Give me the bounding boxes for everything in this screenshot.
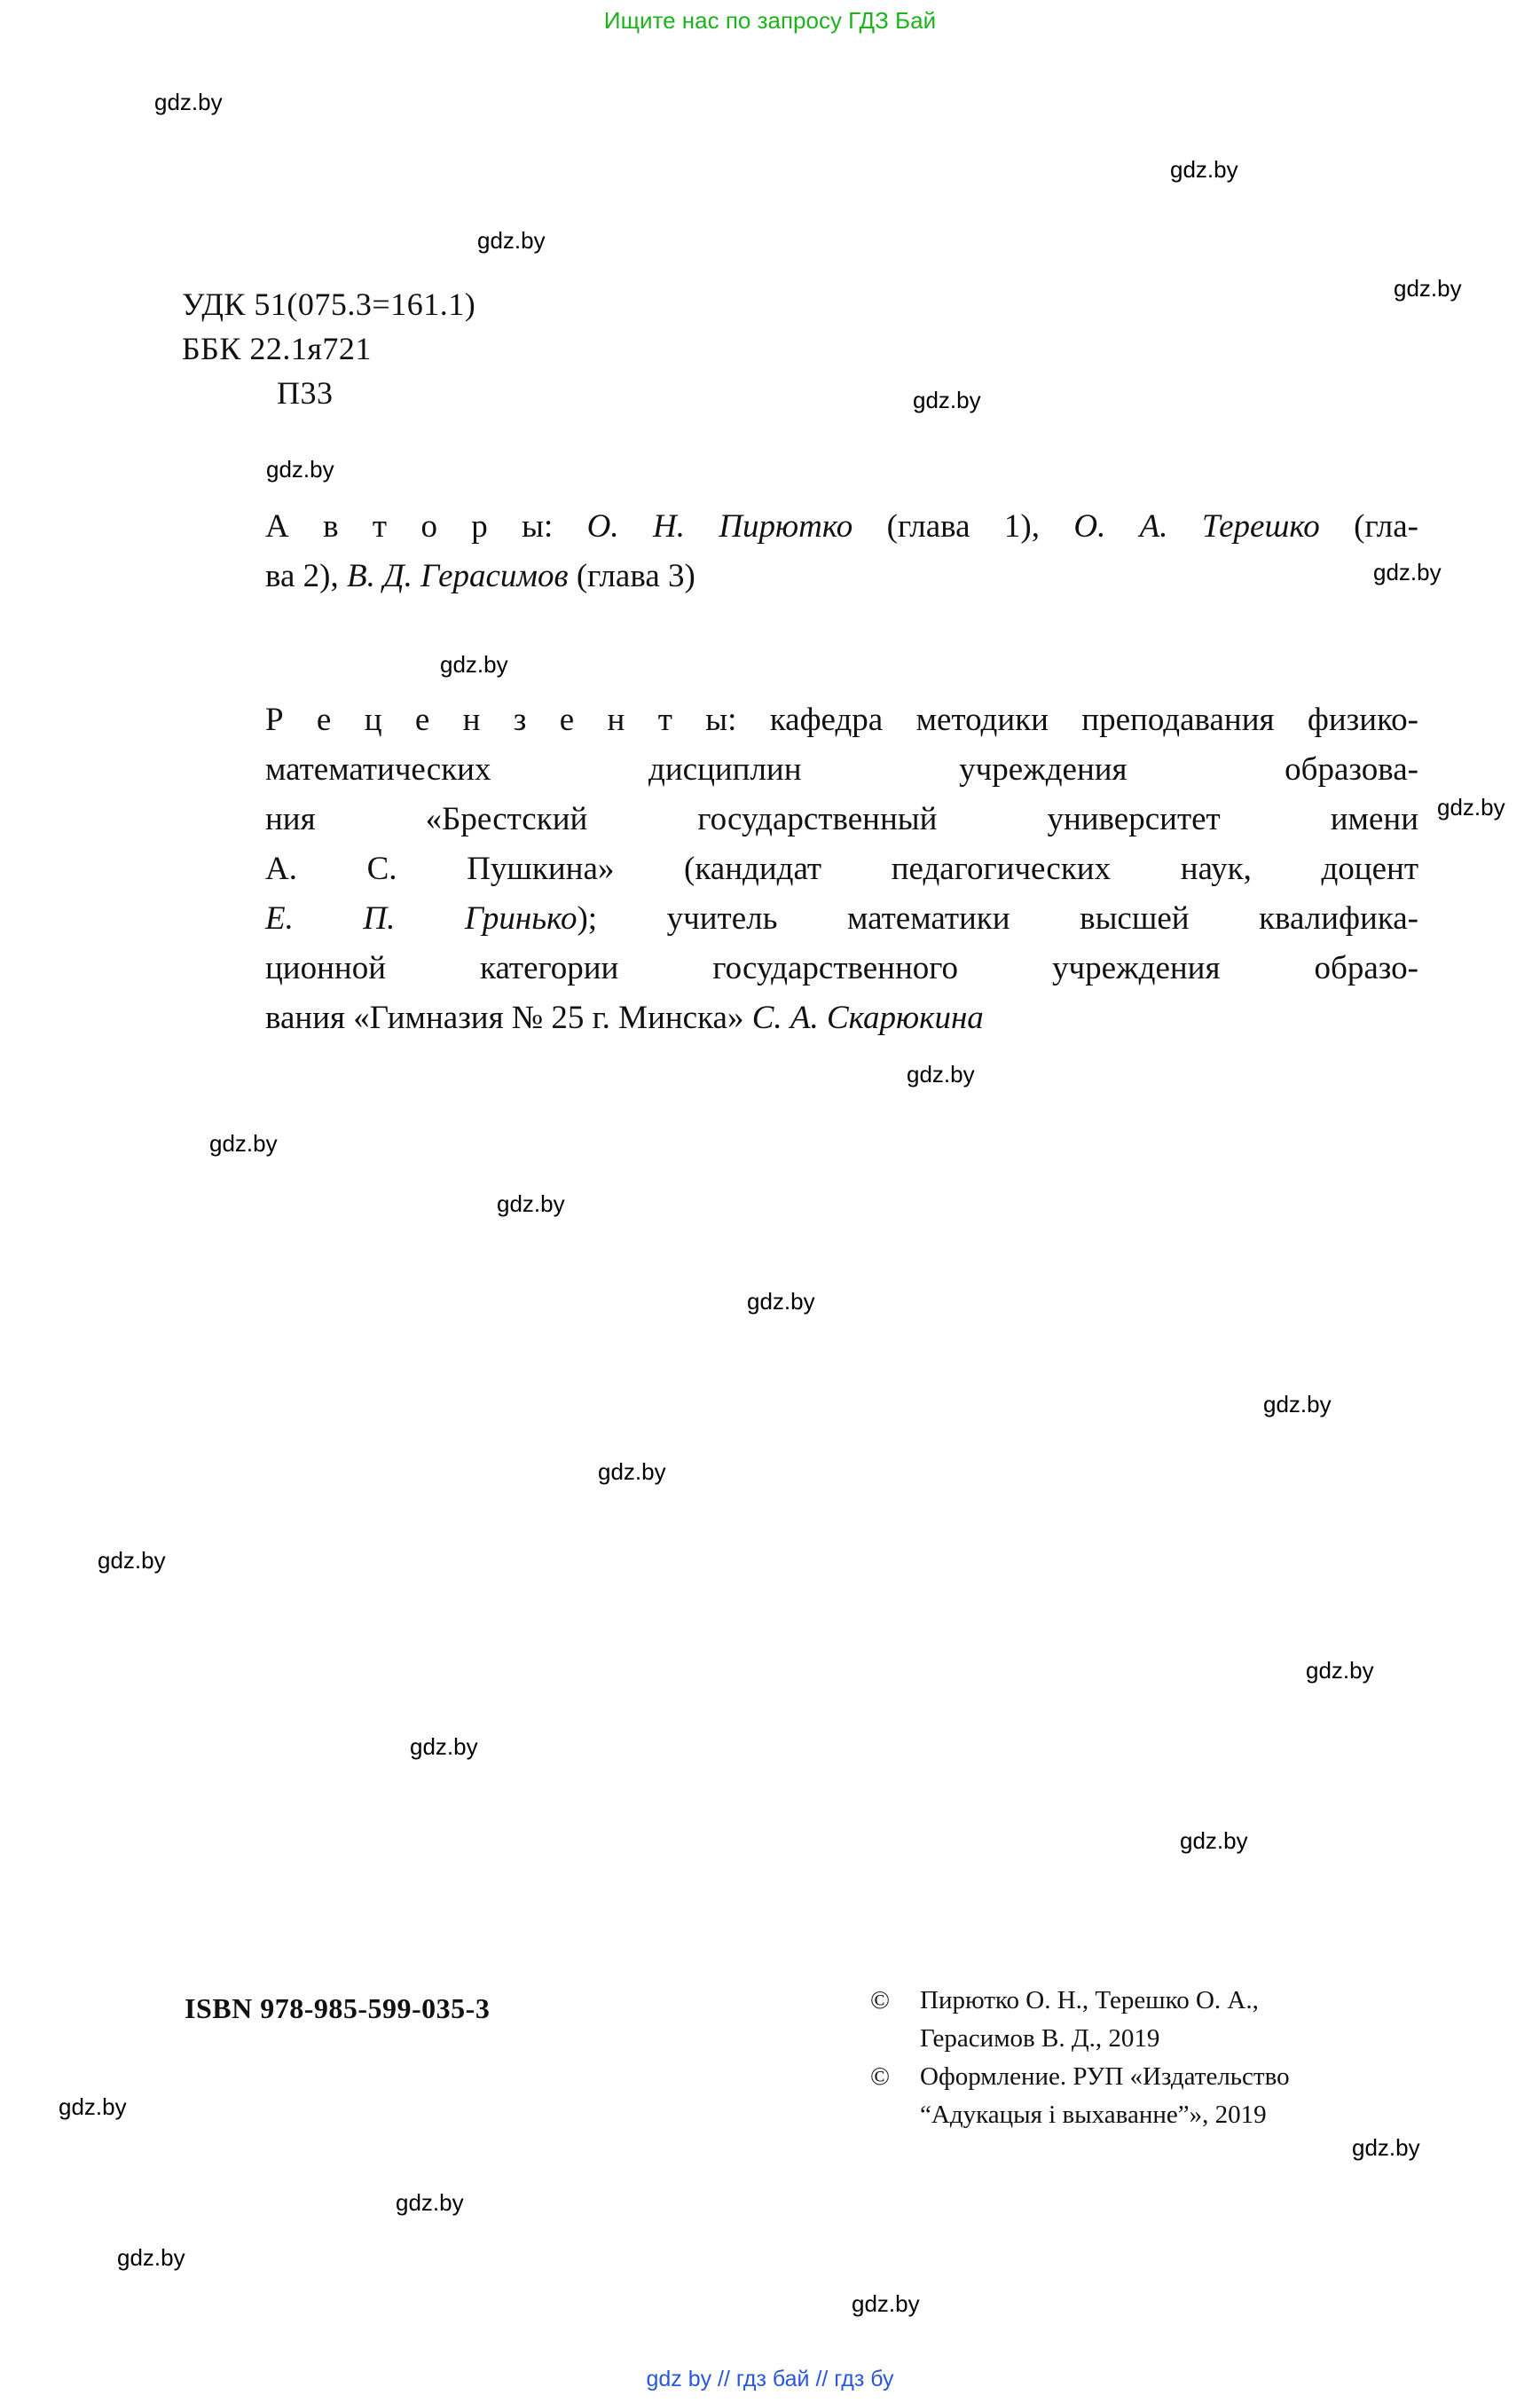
udk-line: УДК 51(075.3=161.1)	[182, 287, 476, 322]
copyright-entry-authors	[870, 1982, 1290, 2058]
text-line	[265, 552, 1418, 601]
copyright-block	[870, 1982, 1290, 2134]
watermark-gdzby: gdz.by	[497, 1190, 565, 1217]
text-segment: вания «Гимназия № 25 г. Минска»	[265, 1000, 752, 1036]
text-line	[265, 944, 1418, 993]
watermark-gdzby: gdz.by	[1170, 156, 1238, 183]
watermark-gdzby: gdz.by	[477, 227, 546, 254]
text-segment: математических дисциплин учреждения образова-	[265, 751, 1418, 788]
text-line	[265, 795, 1418, 844]
watermark-gdzby: gdz.by	[98, 1547, 166, 1574]
copyright-text	[920, 1982, 1290, 2058]
text-segment: ционной категории государственного учреждения образо-	[265, 950, 1418, 986]
italic-name-segment: С. А. Скарюкина	[751, 1000, 984, 1036]
watermark-gdzby: gdz.by	[907, 1061, 975, 1088]
watermark-gdzby: gdz.by	[747, 1288, 815, 1315]
book-code-line: П33	[277, 375, 334, 411]
watermark-gdzby: gdz.by	[1180, 1827, 1248, 1854]
watermark-gdzby: gdz.by	[1394, 275, 1462, 302]
isbn: ISBN 978-985-599-035-3	[185, 1992, 491, 2024]
copyright-symbol: ©	[870, 2062, 891, 2091]
italic-name-segment: О. А. Терешко	[1073, 508, 1320, 545]
text-segment: (глава 1),	[852, 508, 1074, 545]
watermark-gdzby: gdz.by	[396, 2189, 464, 2216]
watermark-gdzby: gdz.by	[1263, 1391, 1332, 1417]
watermark-gdzby: gdz.by	[598, 1458, 666, 1485]
text-line	[265, 745, 1418, 795]
watermark-gdzby: gdz.by	[410, 1733, 478, 1760]
copyright-line: “Адукацыя і выхаванне”», 2019	[920, 2101, 1267, 2129]
watermark-gdzby: gdz.by	[59, 2093, 127, 2120]
watermark-gdzby: gdz.by	[117, 2244, 185, 2271]
watermark-gdzby: gdz.by	[913, 387, 981, 413]
watermark-gdzby: gdz.by	[209, 1130, 278, 1157]
watermark-gdzby: gdz.by	[1352, 2134, 1420, 2161]
copyright-symbol: ©	[870, 1986, 891, 2014]
watermark-gdzby: gdz.by	[440, 651, 508, 678]
copyright-line: Пирютко О. Н., Терешко О. А.,	[920, 1986, 1259, 2014]
copyright-text	[920, 2058, 1290, 2134]
copyright-line: Оформление. РУП «Издательство	[920, 2062, 1290, 2091]
text-line	[265, 695, 1418, 745]
bibliographic-codes	[182, 282, 475, 415]
text-segment: (глава 3)	[568, 558, 695, 594]
text-line	[265, 844, 1418, 894]
italic-name-segment: Е. П. Гринько	[265, 900, 578, 937]
watermark-gdzby: gdz.by	[852, 2290, 920, 2317]
text-segment: Р е ц е н з е н т ы: кафедра методики преподавания физико-	[265, 702, 1418, 738]
reviewers-paragraph	[265, 695, 1418, 1043]
copyright-line: Герасимов В. Д., 2019	[920, 2024, 1160, 2053]
copyright-entry-publisher	[870, 2058, 1290, 2134]
italic-name-segment: О. Н. Пирютко	[586, 508, 853, 545]
text-line	[265, 502, 1418, 552]
text-line	[265, 894, 1418, 944]
text-segment: ния «Брестский государственный университет имени	[265, 801, 1418, 837]
bottom-promo-banner: gdz by // гдз бай // гдз бу	[646, 2367, 894, 2391]
italic-name-segment: В. Д. Герасимов	[346, 558, 569, 594]
text-segment: ва 2),	[265, 558, 347, 594]
top-promo-banner: Ищите нас по запросу ГДЗ Бай	[603, 7, 937, 34]
watermark-gdzby: gdz.by	[1373, 559, 1442, 585]
watermark-gdzby: gdz.by	[1437, 794, 1505, 821]
bbk-line: ББК 22.1я721	[182, 331, 372, 366]
text-segment: (гла-	[1319, 508, 1418, 545]
watermark-gdzby: gdz.by	[154, 89, 223, 115]
authors-paragraph	[265, 502, 1418, 601]
watermark-gdzby: gdz.by	[266, 456, 334, 483]
text-line	[265, 993, 1418, 1043]
text-segment: А в т о р ы:	[265, 508, 587, 545]
watermark-gdzby: gdz.by	[1306, 1657, 1374, 1684]
text-segment: А. С. Пушкина» (кандидат педагогических наук, доцент	[265, 851, 1418, 887]
text-segment: ); учитель математики высшей квалифика-	[577, 900, 1418, 937]
